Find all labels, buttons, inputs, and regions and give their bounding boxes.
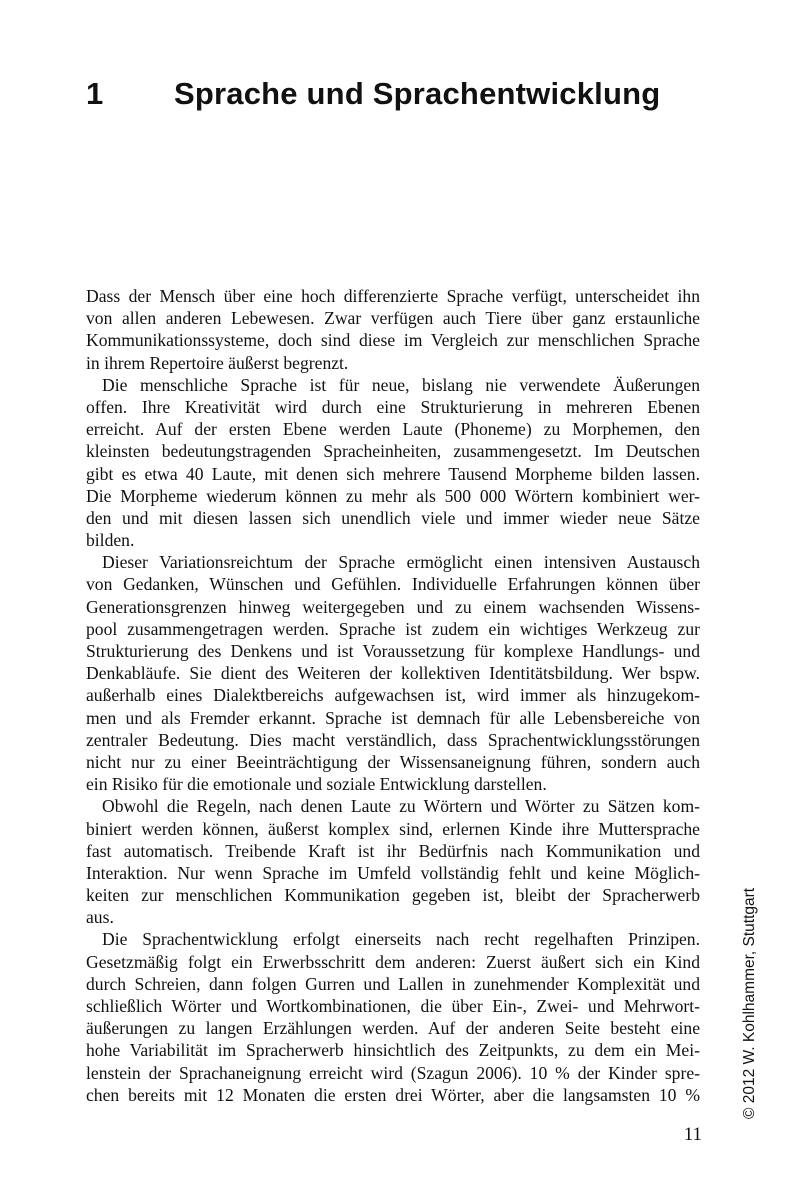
text-line: Obwohl die Regeln, nach denen Laute zu Wörtern und Wörter zu Sätzen kom- [102, 796, 700, 817]
text-line: von allen anderen Lebewesen. Zwar verfügen auch Tiere über ganz erstaunliche [86, 308, 700, 329]
text-line: Strukturierung des Denkens und ist Voraussetzung für komplexe Handlungs- und [86, 641, 700, 661]
paragraph [86, 551, 700, 795]
text-line: äußerungen zu langen Erzählungen werden. Auf der anderen Seite besteht eine [86, 1018, 700, 1039]
text-line: Die Morpheme wiederum können zu mehr als 500 000 Wörtern kombiniert wer- [86, 485, 700, 506]
text-line: fast automatisch. Treibende Kraft ist ihr Bedürfnis nach Kommunikation und [86, 840, 700, 861]
text-line: hohe Variabilität im Spracherwerb hinsichtlich des Zeitpunkts, zu dem ein Mei- [86, 1040, 700, 1061]
text-line: pool zusammengetragen werden. Sprache ist zudem ein wichtiges Werkzeug zur [86, 618, 700, 639]
paragraph [86, 928, 700, 1106]
text-line: Die menschliche Sprache ist für neue, bislang nie verwendete Äußerungen [102, 374, 700, 395]
text-line: Kommunikationssysteme, doch sind diese im Vergleich zur menschlichen Sprache [86, 330, 700, 351]
text-line: Denkabläufe. Sie dient des Weiteren der kollektiven Identitätsbildung. Wer bspw. [86, 663, 700, 684]
chapter-title: Sprache und Sprachentwicklung [174, 76, 661, 111]
text-line: erreicht. Auf der ersten Ebene werden Laute (Phoneme) zu Morphemen, den [86, 419, 700, 440]
text-line: lenstein der Sprachaneignung erreicht wird (Szagun 2006). 10 % der Kinder spre- [86, 1062, 700, 1083]
copyright-notice: © 2012 W. Kohlhammer, Stuttgart [741, 887, 758, 1119]
text-line: Dieser Variationsreichtum der Sprache ermöglicht einen intensiven Austausch [102, 552, 700, 573]
page-number: 11 [683, 1124, 702, 1145]
paragraph [86, 285, 700, 374]
text-line: keiten zur menschlichen Kommunikation gegeben ist, bleibt der Spracherwerb [86, 885, 700, 906]
text-line: Generationsgrenzen hinweg weitergegeben und zu einem wachsenden Wissens- [86, 596, 700, 617]
text-line: Dass der Mensch über eine hoch differenzierte Sprache verfügt, unterscheidet ihn [86, 286, 700, 306]
text-line: zentraler Bedeutung. Dies macht verständlich, dass Sprachentwicklungsstörungen [86, 729, 700, 750]
chapter-heading [86, 76, 660, 112]
chapter-number: 1 [86, 76, 104, 111]
text-line: in ihrem Repertoire äußerst begrenzt. [86, 352, 349, 373]
text-line: offen. Ihre Kreativität wird durch eine Strukturierung in mehreren Ebenen [86, 396, 700, 417]
text-line: men und als Fremder erkannt. Sprache ist demnach für alle Lebensbereiche von [86, 707, 700, 728]
text-line: Die Sprachentwicklung erfolgt einerseits nach recht regelhaften Prinzipen. [102, 929, 700, 950]
text-line: den und mit diesen lassen sich unendlich viele und immer wieder neue Sätze [86, 507, 700, 528]
text-line: Interaktion. Nur wenn Sprache im Umfeld vollständig fehlt und keine Möglich- [86, 862, 700, 883]
paragraph [86, 795, 700, 928]
text-line: ein Risiko für die emotionale und soziale Entwicklung darstellen. [86, 774, 547, 795]
text-line: bilden. [86, 530, 135, 551]
text-line: von Gedanken, Wünschen und Gefühlen. Individuelle Erfahrungen können über [86, 574, 700, 595]
text-line: chen bereits mit 12 Monaten die ersten drei Wörter, aber die langsamsten 10 % [86, 1084, 700, 1105]
text-line: schließlich Wörter und Wortkombinationen, die über Ein-, Zwei- und Mehrwort- [86, 996, 700, 1016]
text-line: aus. [86, 907, 114, 928]
text-line: nicht nur zu einer Beeinträchtigung der Wissensaneignung führen, sondern auch [86, 751, 700, 772]
text-line: außerhalb eines Dialektbereichs aufgewachsen ist, wird immer als hinzugekom- [86, 685, 700, 706]
body-text [86, 285, 700, 1106]
text-line: kleinsten bedeutungstragenden Spracheinheiten, zusammengesetzt. Im Deutschen [86, 441, 700, 462]
text-line: Gesetzmäßig folgt ein Erwerbsschritt dem anderen: Zuerst äußert sich ein Kind [86, 951, 700, 972]
text-line: biniert werden können, äußerst komplex sind, erlernen Kinde ihre Muttersprache [86, 818, 700, 839]
text-line: gibt es etwa 40 Laute, mit denen sich mehrere Tausend Morpheme bilden lassen. [86, 463, 700, 484]
paragraph [86, 374, 700, 552]
text-line: durch Schreien, dann folgen Gurren und Lallen in zunehmender Komplexität und [86, 973, 700, 994]
